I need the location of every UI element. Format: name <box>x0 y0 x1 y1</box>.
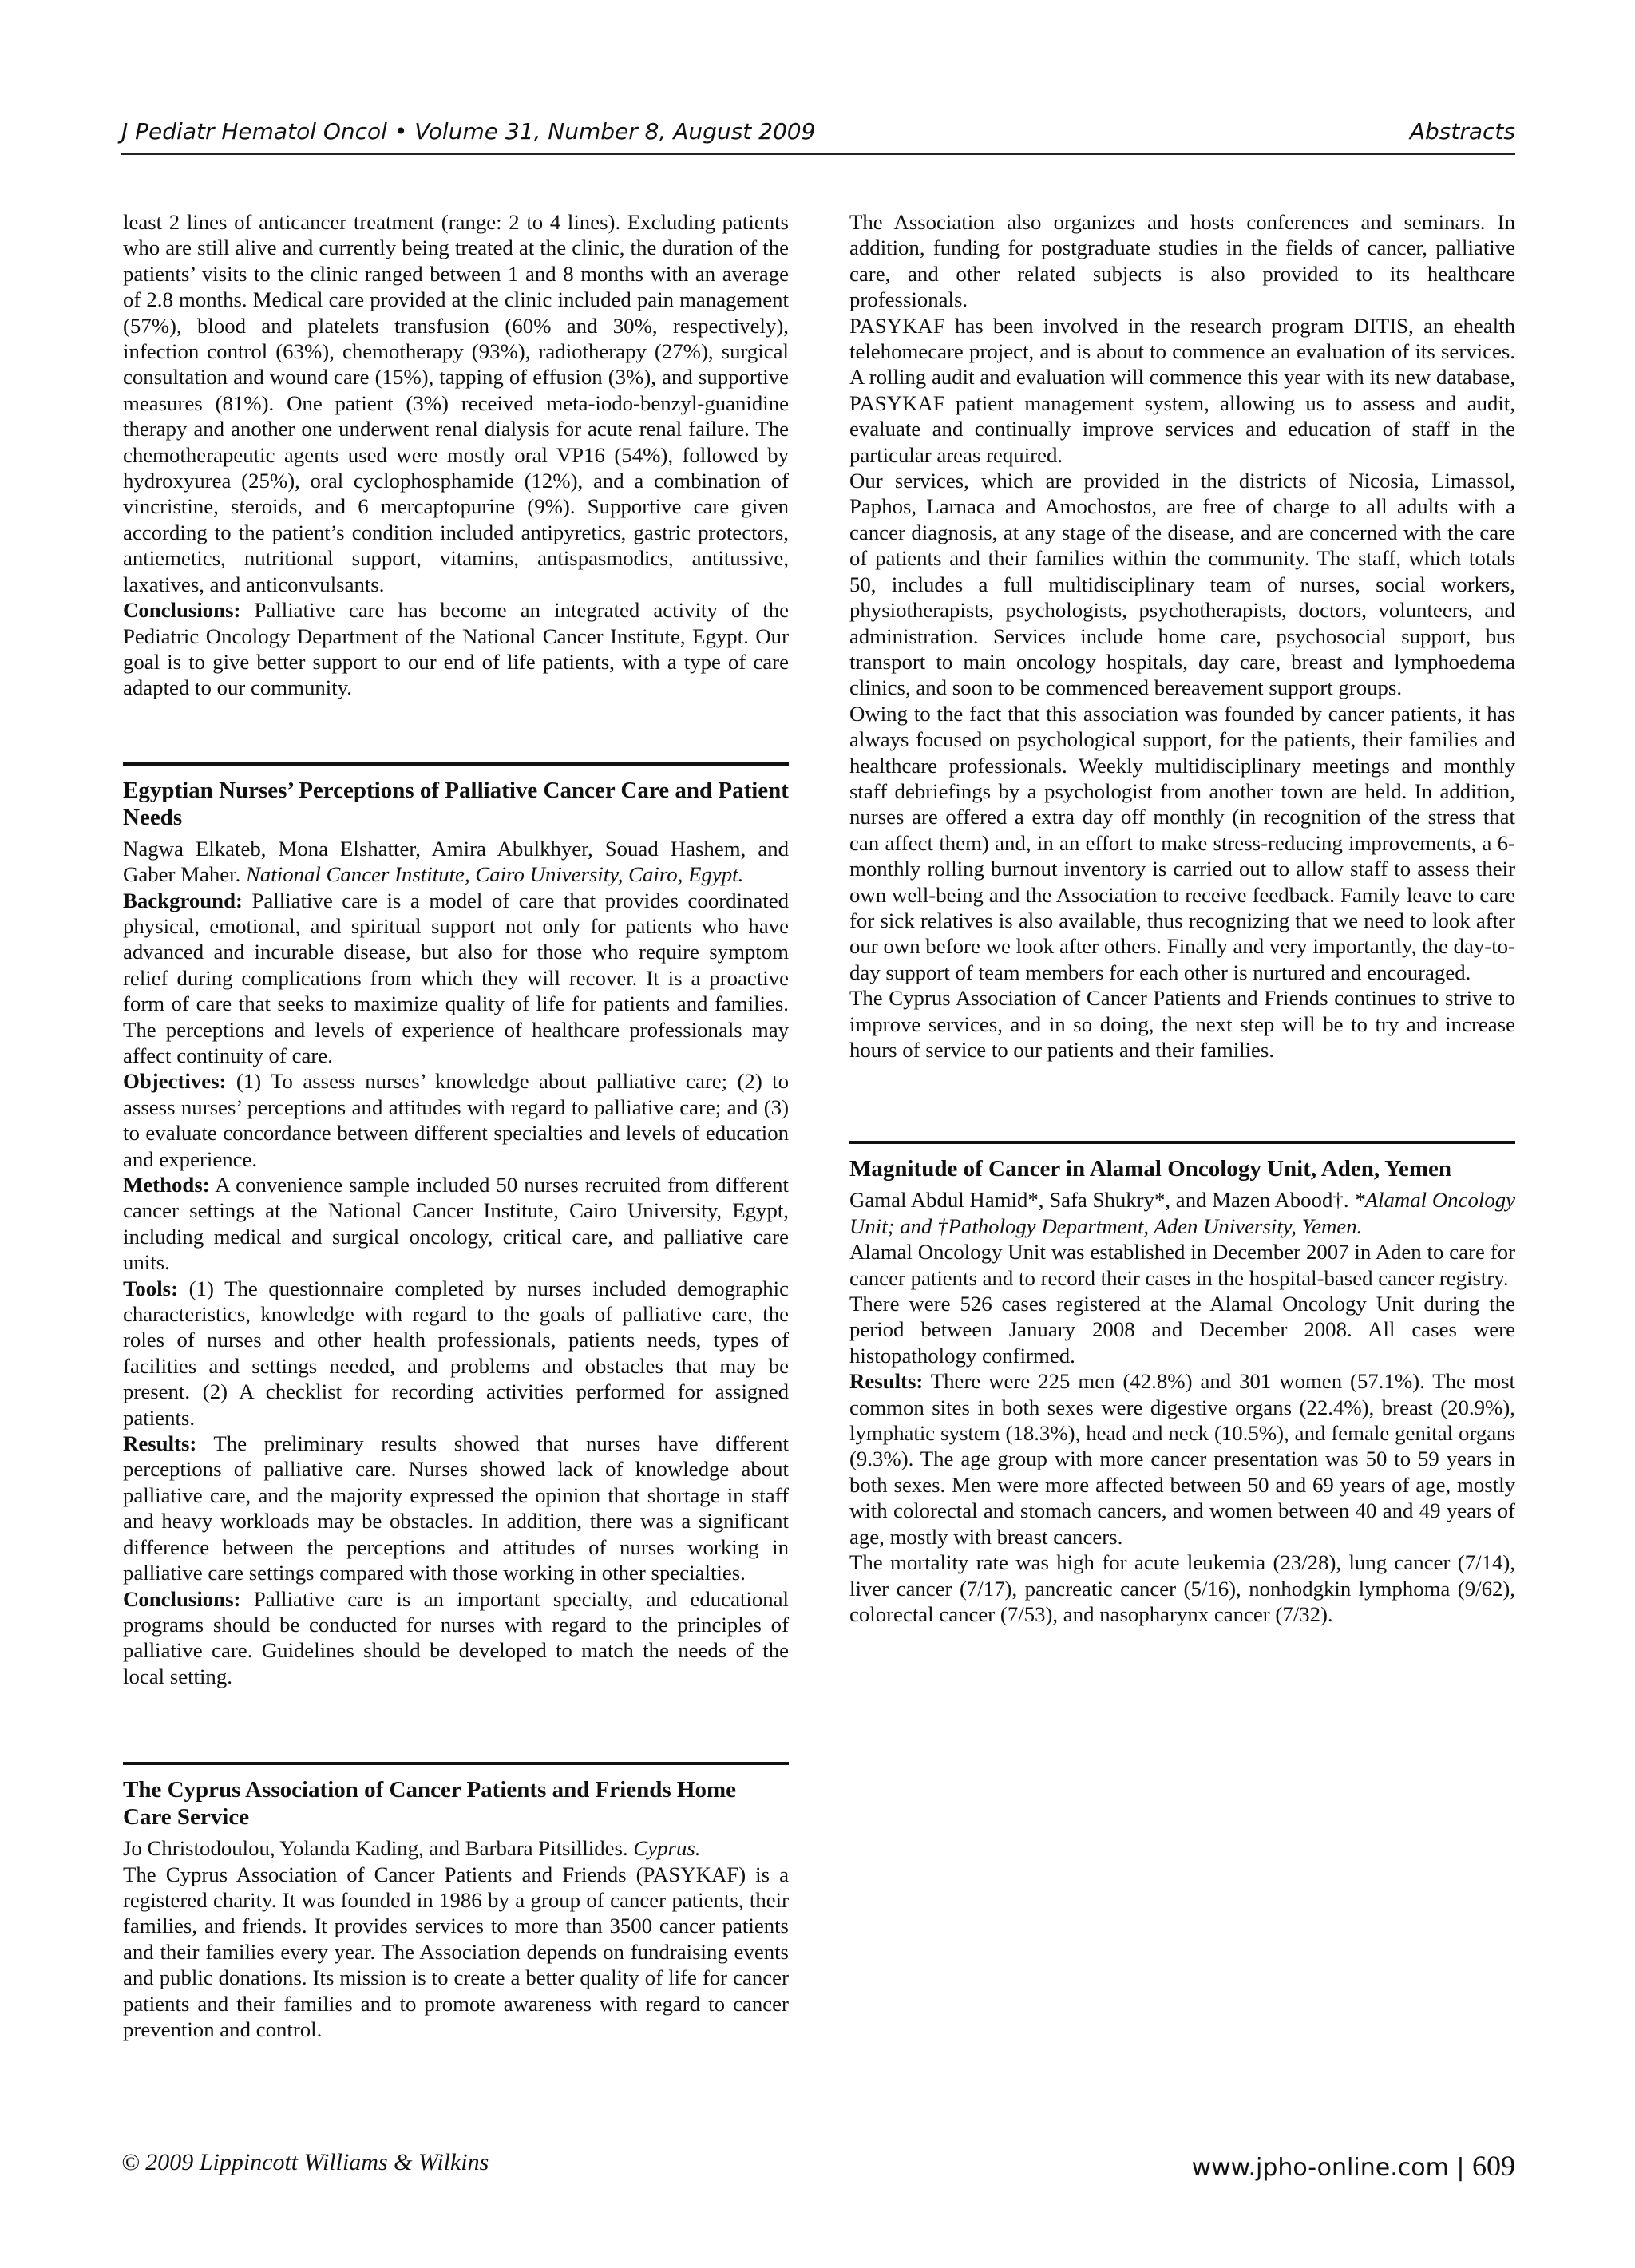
paragraph: The Cyprus Association of Cancer Patients and Friends (PASYKAF) is a registered charity. It was founded in 1986 by a group of cancer patients, their families, and friends. It provides services to more than 3500 cancer patients and their families every year. The Association depends on fundraising events and public donations. Its mission is to create a better quality of life for cancer patients and their families and to promote awareness with regard to cancer prevention and control. <box>123 1862 789 2041</box>
website-link[interactable]: www.jpho-online.com <box>1191 2154 1449 2182</box>
paragraph: Our services, which are provided in the districts of Nicosia, Limassol, Paphos, Larnaca and Amochostos, are free of charge to all adults with a cancer diagnosis, at any stage of the disease, and are concerned with the care of patients and their families within the community. The staff, which totals 50, includes a full multidisciplinary team of nurses, social workers, physiotherapists, psychologists, psychotherapists, doctors, volunteers, and administration. Services include home care, psychosocial support, bus transport to main oncology hospitals, day care, breast and lymphoedema clinics, and soon to be commenced bereavement support groups. <box>849 469 1515 700</box>
article-cyprus-association <box>123 1762 789 2042</box>
left-column <box>123 209 789 2042</box>
paragraph: Owing to the fact that this association was founded by cancer patients, it has always focused on psychological support, for the patients, their families and healthcare professionals. Weekly multidisciplinary meetings and monthly staff debriefings by a psychologist from another town are held. In addition, nurses are offered a extra day off monthly (in recognition of the stress that can affect them) and, in an effort to make stress-reducing improvements, a 6-monthly rolling burnout inventory is carried out to allow staff to assess their own well-being and the Association to receive feedback. Family leave to care for sick relatives is also available, thus recognizing that we need to look after our own before we look after others. Finally and very importantly, the day-to-day support of team members for each other is nurtured and encouraged. <box>849 701 1515 984</box>
results-text: The preliminary results showed that nurses have different perceptions of palliative care. Nurses showed lack of knowledge about palliative care, and the majority expressed the opinion that shortage in staff and heavy workloads may be obstacles. In addition, there was a significant difference between the perceptions and attitudes of nurses working in palliative care settings compared with those working in other specialties. <box>123 1431 789 1585</box>
conclusions-section <box>123 1586 789 1690</box>
tools-section <box>123 1276 789 1431</box>
background-text: Palliative care is a model of care that provides coordinated physical, emotional, and spiritual support not only for patients who have advanced and incurable disease, but also for those who require symptom relief during complications from which they will recover. It is a proactive form of care that seeks to maximize quality of life for patients and families. The perceptions and levels of experience of healthcare professionals may affect continuity of care. <box>123 888 790 1067</box>
objectives-text: (1) To assess nurses’ knowledge about palliative care; (2) to assess nurses’ perceptions and attitudes with regard to palliative care; and (3) to evaluate concordance between different specialties and levels of education and experience. <box>123 1069 789 1171</box>
continued-text: least 2 lines of anticancer treatment (range: 2 to 4 lines). Excluding patients who are still alive and currently being treated at the clinic, the duration of the patients’ visits to the clinic ranged between 1 and 8 months with an average of 2.8 months. Medical care provided at the clinic included pain management (57%), blood and platelets transfusion (60% and 30%, respectively), infection control (63%), chemotherapy (93%), radiotherapy (27%), surgical consultation and wound care (15%), tapping of effusion (3%), and supportive measures (81%). One patient (3%) received meta-iodo-benzyl-guanidine therapy and another one underwent renal dialysis for acute renal failure. The chemotherapeutic agents used were mostly oral VP16 (54%), followed by hydroxyurea (25%), oral cyclophosphamide (12%), and a combination of vincristine, steroids, and 6 mercaptopurine (9%). Supportive care given according to the patient’s condition included antipyretics, gastric protectors, antiemetics, nutritional support, vitamins, antispasmodics, antitussive, laxatives, and anticonvulsants. <box>123 210 789 596</box>
results-label: Results: <box>123 1431 197 1456</box>
conclusions-text: Palliative care is an important specialty, and educational programs should be conducted for nurses with regard to the principles of palliative care. Guidelines should be developed to match the needs of the local setting. <box>123 1586 789 1688</box>
paragraph: The Cyprus Association of Cancer Patients and Friends continues to strive to improve services, and in so doing, the next step will be to try and increase hours of service to our patients and their families. <box>849 986 1515 1062</box>
methods-section <box>123 1172 789 1276</box>
article-title: Magnitude of Cancer in Alamal Oncology Unit, Aden, Yemen <box>849 1156 1452 1182</box>
tools-text: (1) The questionnaire completed by nurses included demographic characteristics, knowledge with regard to the goals of palliative care, the roles of nurses and other health professionals, patients needs, types of facilities and settings needed, and problems and obstacles that may be present. (2) A checklist for recording activities performed for assigned patients. <box>123 1276 790 1430</box>
results-section <box>123 1431 789 1585</box>
results-section <box>849 1368 1515 1550</box>
author-names: Nagwa Elkateb, Mona Elshatter, Amira Abulkhyer, Souad Hashem, and Gaber Maher. <box>123 836 789 887</box>
objectives-label: Objectives: <box>123 1069 227 1094</box>
paragraph: The Association also organizes and hosts conferences and seminars. In addition, funding for postgraduate studies in the fields of cancer, palliative care, and other related subjects is also provided to its healthcare professionals. <box>849 210 1515 312</box>
author-affiliation: Cyprus. <box>633 1836 701 1861</box>
article-title: Egyptian Nurses’ Perceptions of Palliative Cancer Care and Patient Needs <box>123 777 789 830</box>
paragraph: The mortality rate was high for acute leukemia (23/28), lung cancer (7/14), liver cancer (7/17), pancreatic cancer (5/16), nonhodgkin lymphoma (9/62), colorectal cancer (7/53), and nasopharynx cancer (7/32). <box>849 1550 1515 1626</box>
article-egyptian-nurses <box>123 762 789 1689</box>
footer-right <box>1192 2149 1515 2183</box>
continued-conclusions <box>123 597 789 701</box>
page-number: 609 <box>1472 2150 1515 2182</box>
running-header <box>121 113 1515 155</box>
article-authors <box>849 1187 1515 1239</box>
results-text: There were 225 men (42.8%) and 301 women (57.1%). The most common sites in both sexes were digestive organs (22.4%), breast (20.9%), lymphatic system (18.3%), head and neck (10.5%), and female genital organs (9.3%). The age group with more cancer presentation was 50 to 59 years in both sexes. Men were more affected between 50 and 69 years of age, mostly with colorectal and stomach cancers, and women between 40 and 49 years of age, mostly with breast cancers. <box>849 1369 1515 1549</box>
conclusions-label: Conclusions: <box>123 598 241 623</box>
page-footer <box>121 2149 1515 2184</box>
author-names: Gamal Abdul Hamid*, Safa Shukry*, and Mazen Abood†. <box>849 1188 1349 1213</box>
paragraph: There were 526 cases registered at the Alamal Oncology Unit during the period between January 2008 and December 2008. All cases were histopathology confirmed. <box>849 1292 1515 1368</box>
article-authors <box>123 1835 789 1861</box>
article-authors <box>123 836 789 888</box>
paragraph: Alamal Oncology Unit was established in December 2007 in Aden to care for cancer patients and to record their cases in the hospital-based cancer registry. <box>849 1240 1515 1290</box>
paragraph: PASYKAF has been involved in the research program DITIS, an ehealth telehomecare project, and is about to commence an evaluation of its services. A rolling audit and evaluation will commence this year with its new database, PASYKAF patient management system, allowing us to assess and audit, evaluate and continually improve services and education of staff in the particular areas required. <box>849 313 1515 467</box>
author-affiliation: *Alamal Oncology Unit; and †Pathology Department, Aden University, Yemen. <box>849 1188 1516 1238</box>
methods-text: A convenience sample included 50 nurses recruited from different cancer settings at the National Cancer Institute, Cairo University, Egypt, including medical and surgical oncology, critical care, and palliative care units. <box>123 1173 789 1275</box>
tools-label: Tools: <box>123 1276 179 1300</box>
background-section <box>123 888 789 1069</box>
author-affiliation: National Cancer Institute, Cairo University, Cairo, Egypt. <box>246 862 744 887</box>
journal-citation: J Pediatr Hematol Oncol • Volume 31, Number 8, August 2009 <box>121 118 816 144</box>
methods-label: Methods: <box>123 1173 210 1197</box>
footer-separator: | <box>1448 2154 1472 2182</box>
copyright-notice: © 2009 Lippincott Williams & Wilkins <box>121 2149 489 2175</box>
right-column <box>849 209 1515 1627</box>
conclusions-label: Conclusions: <box>123 1586 241 1611</box>
background-label: Background: <box>123 888 243 912</box>
section-label: Abstracts <box>1409 118 1515 144</box>
article-title: The Cyprus Association of Cancer Patients and Friends Home Care Service <box>123 1777 736 1831</box>
results-label: Results: <box>849 1369 924 1394</box>
author-names: Jo Christodoulou, Yolanda Kading, and Barbara Pitsillides. <box>123 1836 628 1861</box>
objectives-section <box>123 1068 789 1172</box>
conclusions-text: Palliative care has become an integrated activity of the Pediatric Oncology Department of the National Cancer Institute, Egypt. Our goal is to give better support to our end of life patients, with a type of care adapted to our community. <box>123 598 789 700</box>
article-alamal-oncology <box>849 1141 1515 1627</box>
